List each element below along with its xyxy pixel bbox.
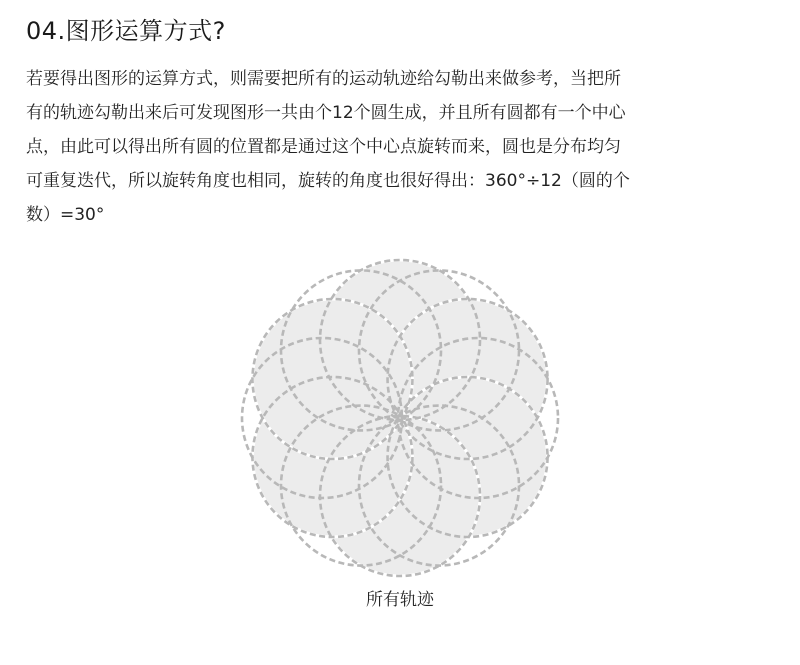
section-title: 04.图形运算方式? <box>26 17 226 45</box>
paragraph-line: 有的轨迹勾勒出来后可发现图形一共由个12个圆生成，并且所有圆都有一个中心 <box>26 103 626 123</box>
paragraph-line: 点，由此可以得出所有圆的位置都是通过这个中心点旋转而来，圆也是分布均匀 <box>26 137 621 157</box>
paragraph-line: 可重复迭代，所以旋转角度也相同，旋转的角度也很好得出：360°÷12（圆的个 <box>26 171 630 191</box>
paragraph-line: 数）=30° <box>26 205 105 225</box>
description-paragraph <box>26 62 778 232</box>
paragraph-line: 若要得出图形的运算方式，则需要把所有的运动轨迹给勾勒出来做参考，当把所 <box>26 69 621 89</box>
rotation-trajectory-figure <box>238 256 562 580</box>
figure-caption: 所有轨迹 <box>366 590 434 610</box>
